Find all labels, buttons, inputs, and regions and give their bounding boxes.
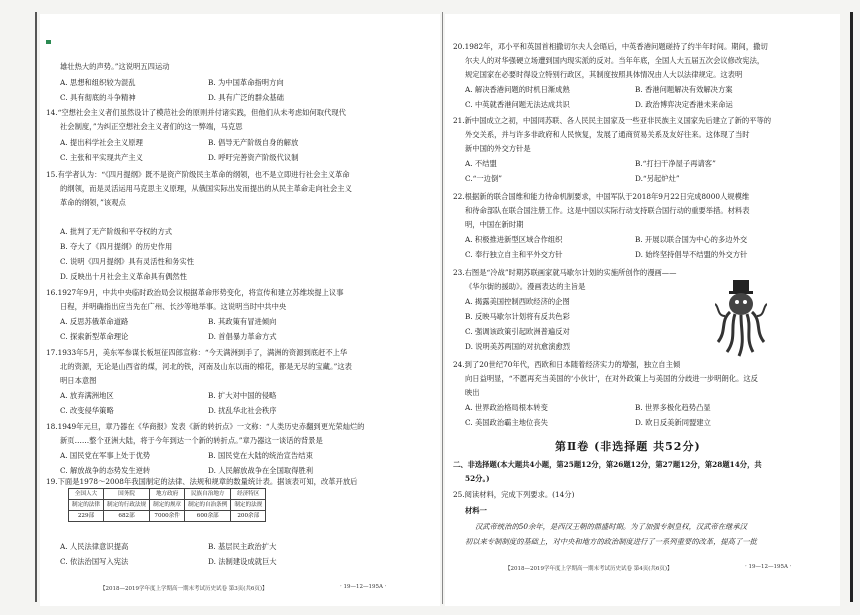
q13-option-c: C. 具有彻底的斗争精神	[60, 93, 136, 102]
q15-option-a: A. 批判了无产阶级和平夺权的方式	[60, 227, 173, 236]
q21-option-b: B.“打扫干净屋子再请客”	[635, 159, 716, 168]
q18-option-c: C. 解放战争的态势发生逆转	[60, 466, 151, 475]
q14-option-c: C. 主张和平实现共产主义	[60, 153, 143, 162]
q14-line1: 14.“空想社会主义者们虽然设计了模范社会的原则并付诸实践，但他们从未考虑如何取代现代	[46, 108, 346, 117]
q22-option-d: D. 始终坚持倡导不结盟的外交方针	[635, 250, 748, 259]
q16-option-a: A. 反思苏俄革命道路	[60, 317, 129, 326]
q15-line2: 的纲领，而是灵活运用马克思主义原理，从俄国实际出发而提出的从民主革命走向社会主义	[60, 184, 352, 193]
q14-option-a: A. 提出科学社会主义原理	[60, 138, 143, 147]
table-header-cell: 制定的自治条例	[185, 500, 231, 511]
table-header-cell: 经济特区	[231, 489, 266, 500]
section-2-instructions-line2: 52分。)	[465, 474, 490, 483]
q15-option-c: C. 说明《四月提纲》具有灵活性和务实性	[60, 257, 195, 266]
table-cell: 7000余件	[150, 511, 185, 522]
q18-line2: 新页……整个亚洲大陆，将于今年到达一个新的转折点。”章乃器这一谈话的背景是	[60, 436, 323, 445]
q20-line1: 20.1982年，邓小平和英国首相撒切尔夫人会晤后，中英香港问题磋持了约半年时间。期间，撒切	[453, 42, 768, 51]
page-code: · 19—12—195A ·	[745, 564, 792, 570]
table-cell: 600余部	[185, 511, 231, 522]
q22-line2: 和待命部队在联合国注册工作。这是中国以实际行动支持联合国行动的重要举措。材料表	[465, 206, 750, 215]
q14-option-b: B. 倡导无产阶级自身的解放	[208, 138, 299, 147]
q21-option-d: D.“另起炉灶”	[635, 174, 680, 183]
table-header-cell: 制定的法规	[231, 500, 266, 511]
q25-material-line1: 汉武帝统治的50余年，是西汉王朝的鼎盛时期。为了加强专制皇权，汉武帝在继承汉	[475, 522, 747, 531]
q18-option-a: A. 国民党在军事上处于优势	[60, 451, 151, 460]
q16-line2: 日程，并明确指出应当先在广州、长沙等地举事。这说明当时中共中央	[60, 302, 287, 311]
q16-line1: 16.1927年9月，中共中央临时政治局会议根据革命形势变化，将宣传和建立苏维埃提上议事	[46, 288, 344, 297]
q19-option-c: C. 依法治国写入宪法	[60, 557, 129, 566]
q17-line2: 北的资源，无论是山西省的煤，河北的铁，河南及山东以南的棉花，都是无尽的宝藏。”这表	[60, 362, 352, 371]
page-divider	[442, 12, 443, 604]
q18-line1: 18.1949年元旦，章乃器在《华商报》发表《新的转折点》一文称：“人类历史赤翻到更光荣灿烂的	[46, 422, 365, 431]
table-header-cell: 民族自治地方	[185, 489, 231, 500]
right-border	[850, 12, 853, 602]
q17-option-b: B. 扩大对中国的侵略	[208, 391, 277, 400]
q13-option-a: A. 思想和组织较为混乱	[60, 78, 136, 87]
section-2-title: 第Ⅱ卷 (非选择题 共52分)	[555, 440, 701, 453]
q21-line1: 21.新中国成立之初，中国同苏联、各人民民主国家及一些亚非民族主义国家先后建立了新的平等的	[453, 116, 772, 125]
q17-line3: 明日本意图	[60, 376, 97, 385]
q22-option-c: C. 奉行独立自主和平外交方针	[465, 250, 563, 259]
q24-option-b: B. 世界多极化趋势凸显	[635, 403, 711, 412]
q23-option-d: D. 说明美苏两国的对抗愈演愈烈	[465, 342, 571, 351]
table-header-cell: 国务院	[103, 489, 149, 500]
q20-line2: 尔夫人的对华强硬立场遭到国内现实派的反对。当年年底，全国人大五届五次会议修改宪法，	[465, 56, 765, 65]
q15-option-d: D. 反映出十月社会主义革命具有偶然性	[60, 272, 187, 281]
q19-option-d: D. 法制建设成就巨大	[208, 557, 277, 566]
q17-option-d: D. 扰乱华北社会秩序	[208, 406, 277, 415]
q20-option-c: C. 中英就香港问题无法达成共识	[465, 100, 570, 109]
table-row	[69, 511, 266, 522]
q16-option-c: C. 探索新型革命理论	[60, 332, 129, 341]
q22-option-b: B. 开展以联合国为中心的多边外交	[635, 235, 748, 244]
q17-option-c: C. 改变侵华策略	[60, 406, 114, 415]
q15-line1: 15.有学者认为：“《四月提纲》既不是资产阶级民主革命的纲领，也不是立即进行社会主义革命	[46, 170, 350, 179]
q20-option-a: A. 解决香港问题的时机日渐成熟	[465, 85, 570, 94]
q20-option-b: B. 香港问题解决有效解决方案	[635, 85, 733, 94]
q16-option-b: B. 其政策有冒进倾向	[208, 317, 277, 326]
table-header-cell: 制定的规章	[150, 500, 185, 511]
left-border	[35, 12, 37, 602]
q24-option-d: D. 欧日反美新同盟建立	[635, 418, 711, 427]
octopus-cartoon-image	[715, 276, 767, 358]
table-cell: 229部	[69, 511, 104, 522]
exam-page-4	[445, 14, 840, 606]
q17-line1: 17.1933年5月，美东军参谋长板垣征四郎宣称：“今天满洲到手了，满洲的资源到底赶不上华	[46, 348, 348, 357]
q24-line1: 24.到了20世纪70年代，西欧和日本随着经济实力的增强，独立自主倾	[453, 360, 681, 369]
table-header-row	[69, 489, 266, 500]
q24-line3: 映出	[465, 388, 480, 397]
green-mark	[46, 40, 51, 44]
section-2-instructions-line1: 二、非选择题(本大题共4小题，第25题12分，第26题12分，第27题12分，第28题14分，共	[453, 460, 762, 469]
q25-stem: 25.阅读材料，完成下列要求。(14分)	[453, 490, 575, 499]
q16-option-d: D. 首倡暴力革命方式	[208, 332, 277, 341]
table-header-cell: 地方政府	[150, 489, 185, 500]
exam-page-3	[40, 14, 440, 606]
q19-option-b: B. 基层民主政治扩大	[208, 542, 277, 551]
q23-line1: 23.右图是“冷战”时期苏联画家就马歇尔计划的实施所创作的漫画——	[453, 268, 677, 277]
q24-line2: 向日益明显，“不愿再充当美国的‘小伙计’，在对外政策上与美国的分歧进一步明朗化。这反	[465, 374, 758, 383]
q15-option-b: B. 夺大了《四月提纲》的历史作用	[60, 242, 173, 251]
q17-option-a: A. 放弃满洲地区	[60, 391, 114, 400]
q24-option-a: A. 世界政治格局根本转变	[465, 403, 548, 412]
q13-option-b: B. 为中国革命指明方向	[208, 78, 284, 87]
q23-line2: 《华尔街的援助》。漫画表达的主旨是	[465, 282, 586, 291]
table-header-row	[69, 500, 266, 511]
q20-line3: 规定国家在必要时得设立特别行政区，其制度按照具体情况由人大以法律规定。这表明	[465, 70, 743, 79]
q20-option-d: D. 政治博弈决定香港未来命运	[635, 100, 733, 109]
q19-option-a: A. 人民法律意识提高	[60, 542, 129, 551]
table-header-cell: 全国人大	[69, 489, 104, 500]
q13-stem-end: 雄壮热大的声势。”这说明五四运动	[60, 62, 170, 71]
q18-option-b: B. 国民党在大陆的统治宣告结束	[208, 451, 313, 460]
table-header-cell: 制定的法律	[69, 500, 104, 511]
q15-line3: 革命的纲领，”该观点	[60, 198, 126, 207]
q22-option-a: A. 积极推进新型区域合作组织	[465, 235, 563, 244]
q24-option-c: C. 美国政治霸主地位丧失	[465, 418, 548, 427]
q21-option-a: A. 不结盟	[465, 159, 497, 168]
q19-stem: 19.下面是1978～2008年我国制定的法律、法规和规章的数量统计表。据该表可知，改革开放后	[46, 477, 358, 486]
q21-line3: 新中国的外交方针是	[465, 144, 531, 153]
q25-material-line2: 初以来专制制度的基础上，对中央和地方的政治制度进行了一系列重要的改革，提高了一批	[465, 537, 757, 546]
q23-option-a: A. 揭露美国控制西欧经济的企图	[465, 297, 570, 306]
table-cell: 200余部	[231, 511, 266, 522]
q23-option-b: B. 反映马歇尔计划将有反共色彩	[465, 312, 570, 321]
q14-line2: 社会制度，”为纠正空想社会主义者们的这一弊端，马克思	[60, 122, 243, 131]
q22-line1: 22.根据新的联合国维和能力待命机制要求，中国军队于2018年9月22日完成8000人规模维	[453, 192, 750, 201]
page-footer: 【2018—2019学年度上学期高一期末考试历史试卷 第4页(共6页)】	[505, 566, 673, 572]
page-footer: 【2018—2019学年度上学期高一期末考试历史试卷 第3页(共6页)】	[100, 586, 268, 592]
q22-line3: 明，中国在新时期	[465, 220, 524, 229]
q21-option-c: C.“一边倒”	[465, 174, 502, 183]
laws-table	[68, 488, 266, 522]
q18-option-d: D. 人民解放战争在全国取得胜利	[208, 466, 314, 475]
table-cell: 682部	[103, 511, 149, 522]
q21-line2: 外交关系，并与许多非政府和人民恢复，发展了通商贸易关系及友好往来。这体现了当时	[465, 130, 750, 139]
q14-option-d: D. 呼吁完善资产阶级代议制	[208, 153, 299, 162]
table-header-cell: 制定的行政法规	[103, 500, 149, 511]
q13-option-d: D. 具有广泛的群众基础	[208, 93, 284, 102]
q25-material-label: 材料一	[465, 506, 487, 515]
q23-option-c: C. 强调该政策引起欧洲普遍反对	[465, 327, 570, 336]
page-code: · 19—12—195A ·	[340, 584, 387, 590]
